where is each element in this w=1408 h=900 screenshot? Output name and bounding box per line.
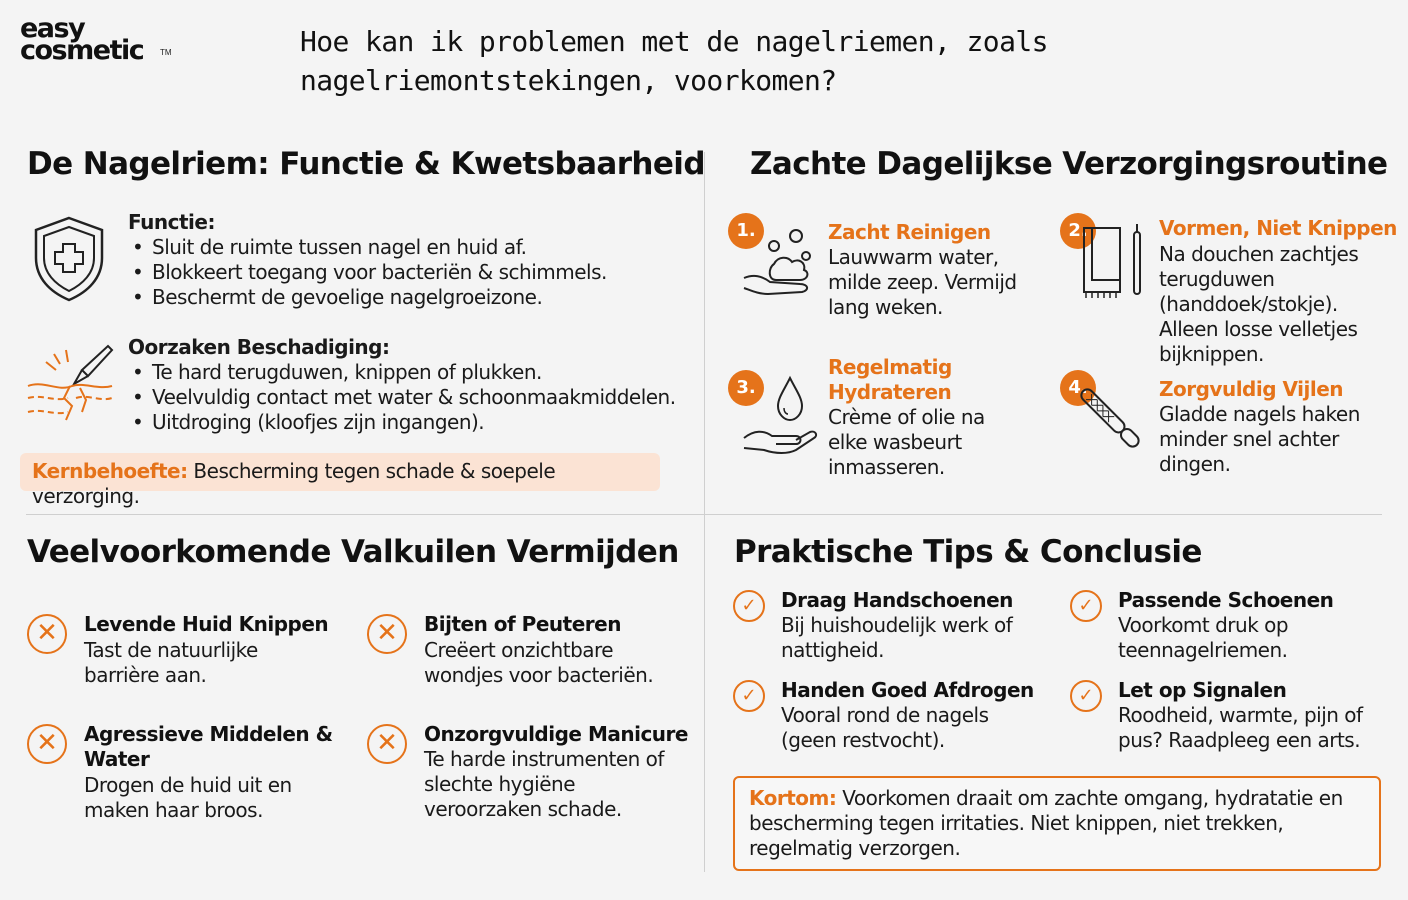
- section-title-valkuilen: Veelvoorkomende Valkuilen Vermijden: [27, 534, 679, 570]
- functie-item: • Beschermt de gevoelige nagelgroeizone.: [128, 285, 688, 310]
- pitfall-text: Tast de natuurlijke barrière aan.: [84, 638, 258, 687]
- logo-trademark: TM: [160, 48, 172, 57]
- tip-text: Roodheid, warmte, pijn of pus? Raadpleeg een arts.: [1118, 703, 1363, 752]
- check-circle-icon: ✓: [733, 590, 765, 622]
- section-title-tips: Praktische Tips & Conclusie: [734, 534, 1202, 570]
- tip-text: Bij huishoudelijk werk of nattigheid.: [781, 613, 1013, 662]
- pitfall-text: Drogen de huid uit en maken haar broos.: [84, 773, 292, 822]
- pitfall-title: Agressieve Middelen & Water: [84, 722, 333, 771]
- step-title: Zorgvuldig Vijlen: [1159, 377, 1343, 401]
- cracked-skin-tool-icon: [24, 340, 116, 426]
- check-circle-icon: ✓: [1070, 680, 1102, 712]
- shield-cross-icon: [30, 214, 108, 304]
- step-text: Na douchen zachtjes terugduwen (handdoek/stokje). Alleen losse velletjes bijknippen.: [1159, 242, 1359, 366]
- logo-line-2: cosmetic: [20, 35, 144, 66]
- oorzaken-list: [128, 360, 698, 435]
- kernbehoefte-callout: [20, 453, 660, 508]
- kortom-text: Voorkomen draait om zachte omgang, hydratatie en bescherming tegen irritaties. Niet knippen, niet trekken, regelmatig verzorgen.: [749, 786, 1343, 860]
- pitfall-text: Creëert onzichtbare wondjes voor bacteriën.: [424, 638, 654, 687]
- tip-title: Let op Signalen: [1118, 678, 1287, 702]
- oorzaken-item: • Te hard terugduwen, knippen of plukken.: [128, 360, 698, 385]
- drop-hand-icon: [740, 374, 820, 456]
- step-title: Regelmatig Hydrateren: [828, 355, 952, 404]
- oorzaken-heading: Oorzaken Beschadiging:: [128, 335, 390, 359]
- step-badge: 3.: [728, 370, 764, 406]
- horizontal-divider: [26, 514, 1382, 515]
- cross-circle-icon: ✕: [367, 614, 407, 654]
- functie-heading: Functie:: [128, 210, 215, 234]
- pitfall-title: Levende Huid Knippen: [84, 612, 329, 636]
- pitfall-title: Bijten of Peuteren: [424, 612, 621, 636]
- kortom-callout: [733, 776, 1381, 871]
- functie-list: [128, 235, 688, 310]
- pitfall-text: Te harde instrumenten of slechte hygiëne veroorzaken schade.: [424, 747, 664, 821]
- tip-text: Voorkomt druk op teennagelriemen.: [1118, 613, 1289, 662]
- check-circle-icon: ✓: [1070, 590, 1102, 622]
- soap-hand-icon: [740, 226, 820, 298]
- section-title-routine: Zachte Dagelijkse Verzorgingsroutine: [750, 146, 1388, 182]
- section-title-functie: De Nagelriem: Functie & Kwetsbaarheid: [27, 146, 705, 182]
- tip-title: Handen Goed Afdrogen: [781, 678, 1034, 702]
- logo-line-1: easy: [20, 13, 85, 44]
- step-text: Gladde nagels haken minder snel achter dingen.: [1159, 402, 1360, 476]
- check-circle-icon: ✓: [733, 680, 765, 712]
- nail-file-icon: [1070, 378, 1150, 456]
- pitfall-title: Onzorgvuldige Manicure: [424, 722, 688, 746]
- functie-item: • Blokkeert toegang voor bacteriën & schimmels.: [128, 260, 688, 285]
- kernbehoefte-text: Bescherming tegen schade & soepele verzorging.: [32, 459, 556, 508]
- tip-title: Draag Handschoenen: [781, 588, 1013, 612]
- step-text: Crème of olie na elke wasbeurt inmasseren.: [828, 405, 985, 479]
- oorzaken-item: • Veelvuldig contact met water & schoonmaakmiddelen.: [128, 385, 698, 410]
- brand-logo: [20, 13, 190, 66]
- kernbehoefte-label: Kernbehoefte:: [32, 459, 188, 483]
- step-badge: 1.: [728, 213, 764, 249]
- vertical-divider: [704, 152, 705, 872]
- oorzaken-item: • Uitdroging (kloofjes zijn ingangen).: [128, 410, 698, 435]
- step-badge: 2.: [1060, 213, 1096, 249]
- cross-circle-icon: ✕: [27, 724, 67, 764]
- kortom-label: Kortom:: [749, 786, 837, 810]
- step-title: Vormen, Niet Knippen: [1159, 216, 1397, 240]
- cross-circle-icon: ✕: [27, 614, 67, 654]
- cross-circle-icon: ✕: [367, 724, 407, 764]
- step-badge: 4.: [1060, 370, 1096, 406]
- page-title: Hoe kan ik problemen met de nagelriemen, zoals nagelriemontstekingen, voorkomen?: [300, 25, 1048, 97]
- towel-stick-icon: [1078, 222, 1148, 302]
- tip-text: Vooral rond de nagels (geen restvocht).: [781, 703, 989, 752]
- functie-item: • Sluit de ruimte tussen nagel en huid af.: [128, 235, 688, 260]
- tip-title: Passende Schoenen: [1118, 588, 1334, 612]
- step-text: Lauwwarm water, milde zeep. Vermijd lang weken.: [828, 245, 1017, 319]
- step-title: Zacht Reinigen: [828, 220, 991, 244]
